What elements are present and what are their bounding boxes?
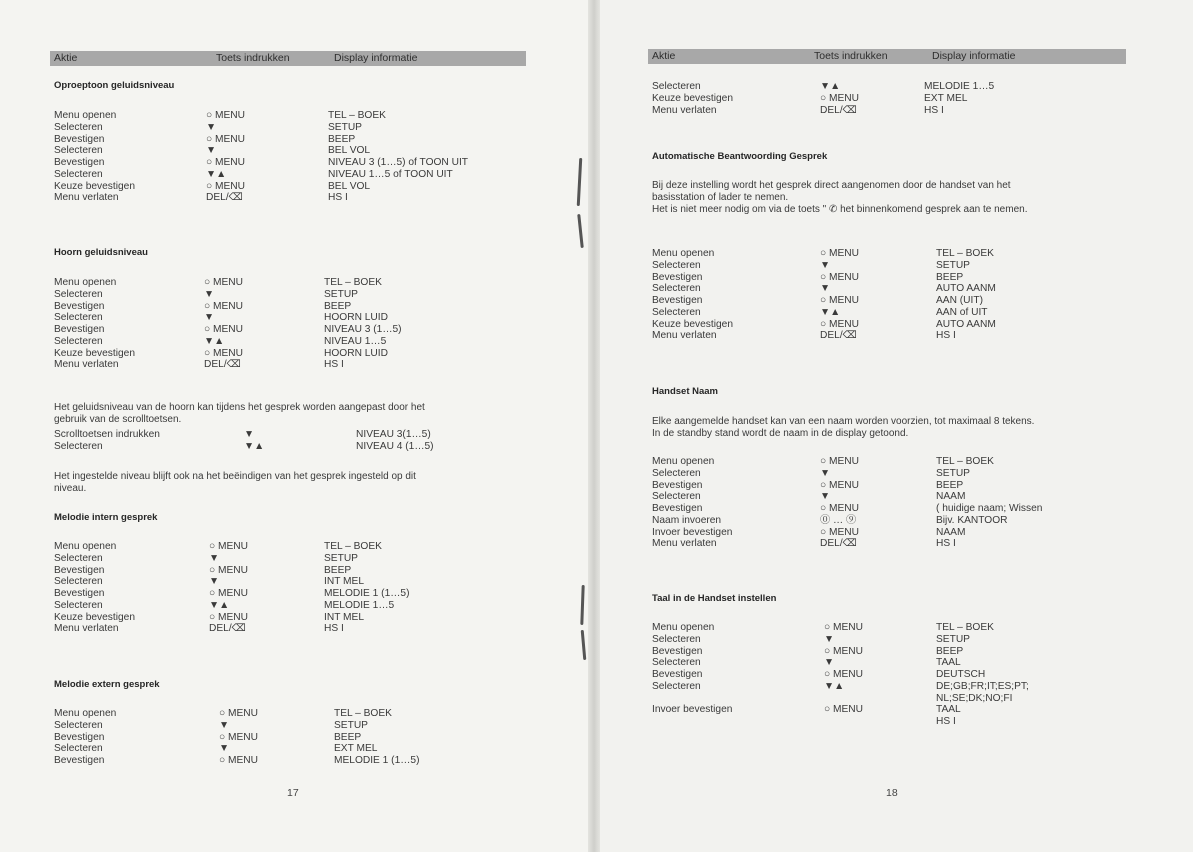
action-cell: Bevestigen bbox=[54, 731, 105, 743]
display-cell: HS I bbox=[328, 192, 348, 204]
key-cell: ▼ bbox=[820, 283, 831, 295]
action-cell: Selecteren bbox=[652, 633, 701, 645]
display-cell: AAN of UIT bbox=[936, 306, 988, 318]
display-cell: TEL – BOEK bbox=[324, 277, 382, 288]
table-header-right bbox=[648, 49, 1126, 64]
display-cell: TEL – BOEK bbox=[936, 622, 994, 633]
display-cell: MELODIE 1 (1…5) bbox=[334, 755, 420, 766]
display-cell: BEEP bbox=[936, 479, 964, 491]
action-cell: Menu openen bbox=[54, 541, 117, 552]
action-cell: Selecteren bbox=[652, 259, 701, 271]
key-cell: DEL/⌫ bbox=[204, 359, 242, 371]
key-cell: ▼ bbox=[209, 576, 220, 588]
section-title: Oproeptoon geluidsniveau bbox=[54, 80, 175, 91]
display-cell: SETUP bbox=[324, 288, 358, 300]
action-cell: Menu verlaten bbox=[54, 623, 119, 635]
action-cell: Menu verlaten bbox=[652, 330, 717, 342]
display-cell: BEEP bbox=[334, 731, 362, 743]
key-cell: ○ MENU bbox=[820, 271, 859, 283]
action-cell: Menu verlaten bbox=[652, 104, 717, 116]
key-cell: ○ MENU bbox=[219, 731, 258, 743]
display-cell: TEL – BOEK bbox=[334, 708, 392, 719]
action-cell: Selecteren bbox=[652, 680, 701, 692]
action-cell: Bevestigen bbox=[54, 300, 105, 312]
action-cell: Selecteren bbox=[54, 576, 103, 588]
key-cell: ▼▲ bbox=[206, 168, 227, 180]
action-cell: Bevestigen bbox=[652, 669, 703, 680]
action-cell: Selecteren bbox=[54, 743, 103, 755]
key-cell: ○ MENU bbox=[820, 92, 859, 104]
action-cell: Bevestigen bbox=[54, 564, 105, 576]
action-cell: Invoer bevestigen bbox=[652, 704, 733, 716]
display-cell: NAAM bbox=[936, 526, 966, 538]
paragraph: Het ingestelde niveau blijft ook na het beëindigen van het gesprek ingesteld op dit niveau. bbox=[54, 471, 416, 494]
display-cell: HOORN LUID bbox=[324, 347, 388, 359]
key-cell: ○ MENU bbox=[820, 479, 859, 491]
display-cell: HS I bbox=[936, 330, 956, 342]
paragraph: Bij deze instelling wordt het gesprek direct aangenomen door de handset van het basisstation of lader te nemen. Het is niet meer nodig om via de toets " ✆ het binnenkomend gesprek aan te nemen. bbox=[652, 180, 1028, 215]
key-cell: DEL/⌫ bbox=[820, 330, 858, 342]
action-cell: Selecteren bbox=[652, 81, 701, 92]
key-cell: ▼▲ bbox=[820, 81, 841, 92]
key-cell: ○ MENU bbox=[206, 133, 245, 145]
display-cell: HS I bbox=[324, 623, 344, 635]
display-cell: INT MEL bbox=[324, 611, 365, 623]
display-cell: TEL – BOEK bbox=[328, 110, 386, 121]
action-cell: Selecteren bbox=[54, 599, 103, 611]
key-cell: DEL/⌫ bbox=[209, 623, 247, 635]
display-cell: Bijv. KANTOOR bbox=[936, 514, 1008, 526]
action-cell: Scrolltoetsen indrukken bbox=[54, 429, 160, 440]
action-cell: Bevestigen bbox=[54, 588, 105, 599]
action-cell: Selecteren bbox=[54, 121, 103, 133]
action-cell: Bevestigen bbox=[54, 755, 105, 766]
key-cell: ○ MENU bbox=[204, 324, 243, 335]
section-title: Melodie extern gesprek bbox=[54, 679, 160, 690]
section-title: Hoorn geluidsniveau bbox=[54, 247, 148, 258]
action-cell: Menu verlaten bbox=[54, 192, 119, 204]
key-cell: DEL/⌫ bbox=[820, 538, 858, 550]
action-cell: Selecteren bbox=[652, 657, 701, 669]
key-cell: ○ MENU bbox=[219, 755, 258, 766]
key-cell: ○ MENU bbox=[820, 295, 859, 306]
section-title: Handset Naam bbox=[652, 386, 718, 397]
action-cell: Menu openen bbox=[54, 277, 117, 288]
key-cell: ▼ bbox=[204, 312, 215, 324]
action-cell: Keuze bevestigen bbox=[54, 347, 135, 359]
action-cell: Bevestigen bbox=[652, 295, 703, 306]
key-cell: ○ MENU bbox=[824, 669, 863, 680]
display-cell: SETUP bbox=[936, 467, 970, 479]
display-cell: HS I bbox=[936, 716, 956, 727]
action-cell: Selecteren bbox=[54, 335, 103, 347]
key-cell: DEL/⌫ bbox=[820, 104, 858, 116]
display-cell: SETUP bbox=[324, 552, 358, 564]
display-cell: NIVEAU 1…5 bbox=[324, 335, 387, 347]
key-cell: ○ MENU bbox=[209, 611, 248, 623]
key-cell: ▼ bbox=[820, 467, 831, 479]
action-cell: Bevestigen bbox=[652, 271, 703, 283]
action-cell: Bevestigen bbox=[652, 645, 703, 657]
key-cell: ▼ bbox=[820, 259, 831, 271]
key-cell: ○ MENU bbox=[820, 503, 859, 514]
header-key: Toets indrukken bbox=[216, 52, 290, 64]
key-cell: ○ MENU bbox=[820, 248, 859, 259]
display-cell: BEL VOL bbox=[328, 180, 371, 192]
display-cell: BEEP bbox=[936, 645, 964, 657]
display-cell: DE;GB;FR;IT;ES;PT; bbox=[936, 680, 1029, 692]
action-cell: Keuze bevestigen bbox=[652, 92, 733, 104]
action-cell: Bevestigen bbox=[54, 157, 105, 168]
action-cell: Selecteren bbox=[652, 306, 701, 318]
action-cell: Selecteren bbox=[652, 491, 701, 503]
key-cell: ▼ bbox=[824, 657, 835, 669]
display-cell: EXT MEL bbox=[334, 743, 378, 755]
display-cell: NL;SE;DK;NO;FI bbox=[936, 692, 1013, 704]
key-cell: ○ MENU bbox=[820, 456, 859, 467]
display-cell: HOORN LUID bbox=[324, 312, 388, 324]
header-display: Display informatie bbox=[932, 50, 1016, 62]
action-cell: Selecteren bbox=[54, 288, 103, 300]
display-cell: INT MEL bbox=[324, 576, 365, 588]
display-cell: BEEP bbox=[328, 133, 356, 145]
key-cell: ○ MENU bbox=[820, 318, 859, 330]
display-cell: BEEP bbox=[936, 271, 964, 283]
display-cell: SETUP bbox=[936, 633, 970, 645]
key-cell: ○ MENU bbox=[824, 645, 863, 657]
key-cell: ▼▲ bbox=[204, 335, 225, 347]
action-cell: Menu verlaten bbox=[54, 359, 119, 371]
section-title: Automatische Beantwoording Gesprek bbox=[652, 151, 828, 162]
action-cell: Bevestigen bbox=[652, 503, 703, 514]
table-header-left bbox=[50, 51, 526, 66]
key-cell: ▼ bbox=[820, 491, 831, 503]
key-cell: ▼▲ bbox=[824, 680, 845, 692]
action-cell: Menu openen bbox=[54, 708, 117, 719]
action-cell: Bevestigen bbox=[54, 324, 105, 335]
paragraph: Elke aangemelde handset kan van een naam worden voorzien, tot maximaal 8 tekens. In de standby stand wordt de naam in de display getoond. bbox=[652, 416, 1035, 439]
display-cell: NIVEAU 3 (1…5) bbox=[324, 324, 402, 335]
key-cell: ⓪ … ⑨ bbox=[820, 514, 857, 526]
header-action: Aktie bbox=[652, 50, 676, 62]
action-cell: Bevestigen bbox=[652, 479, 703, 491]
action-cell: Selecteren bbox=[652, 467, 701, 479]
key-cell: ▼ bbox=[219, 743, 230, 755]
display-cell: MELODIE 1…5 bbox=[324, 599, 395, 611]
display-cell: NIVEAU 3 (1…5) of TOON UIT bbox=[328, 157, 469, 168]
display-cell: MELODIE 1 (1…5) bbox=[324, 588, 410, 599]
key-cell: ▼▲ bbox=[244, 440, 265, 452]
book-spine bbox=[588, 0, 600, 852]
key-cell: ▼▲ bbox=[820, 306, 841, 318]
header-action: Aktie bbox=[54, 52, 78, 64]
action-cell: Invoer bevestigen bbox=[652, 526, 733, 538]
display-cell: NIVEAU 4 (1…5) bbox=[356, 440, 434, 452]
action-cell: Selecteren bbox=[54, 719, 103, 731]
display-cell: NAAM bbox=[936, 491, 966, 503]
display-cell: NIVEAU 3(1…5) bbox=[356, 429, 431, 440]
key-cell: ○ MENU bbox=[824, 704, 863, 716]
display-cell: SETUP bbox=[334, 719, 368, 731]
action-cell: Menu openen bbox=[652, 248, 715, 259]
key-cell: ○ MENU bbox=[209, 564, 248, 576]
display-cell: AUTO AANM bbox=[936, 318, 996, 330]
display-cell: SETUP bbox=[328, 121, 362, 133]
display-cell: EXT MEL bbox=[924, 92, 968, 104]
action-cell: Naam invoeren bbox=[652, 514, 722, 526]
key-cell: ▼ bbox=[206, 121, 217, 133]
display-cell: AUTO AANM bbox=[936, 283, 996, 295]
key-cell: ▼▲ bbox=[209, 599, 230, 611]
display-cell: HS I bbox=[924, 104, 944, 116]
display-cell: BEL VOL bbox=[328, 145, 371, 157]
action-cell: Menu openen bbox=[54, 110, 117, 121]
key-cell: ▼ bbox=[244, 429, 255, 440]
section-title: Melodie intern gesprek bbox=[54, 512, 158, 523]
action-cell: Selecteren bbox=[54, 145, 103, 157]
key-cell: ○ MENU bbox=[204, 277, 243, 288]
display-cell: ( huidige naam; Wissen bbox=[936, 503, 1043, 514]
display-cell: AAN (UIT) bbox=[936, 295, 983, 306]
action-cell: Selecteren bbox=[54, 168, 103, 180]
key-cell: ○ MENU bbox=[206, 110, 245, 121]
display-cell: TAAL bbox=[936, 704, 961, 716]
page-number: 18 bbox=[886, 787, 898, 799]
header-key: Toets indrukken bbox=[814, 50, 888, 62]
action-cell: Menu verlaten bbox=[652, 538, 717, 550]
display-cell: BEEP bbox=[324, 300, 352, 312]
action-cell: Selecteren bbox=[54, 552, 103, 564]
action-cell: Menu openen bbox=[652, 456, 715, 467]
page-number: 17 bbox=[287, 787, 299, 799]
display-cell: BEEP bbox=[324, 564, 352, 576]
action-cell: Selecteren bbox=[652, 283, 701, 295]
key-cell: ○ MENU bbox=[219, 708, 258, 719]
key-cell: ▼ bbox=[824, 633, 835, 645]
action-cell: Selecteren bbox=[54, 312, 103, 324]
paragraph: Het geluidsniveau van de hoorn kan tijdens het gesprek worden aangepast door het gebruik van de scrolltoetsen. bbox=[54, 402, 425, 425]
key-cell: ▼ bbox=[219, 719, 230, 731]
key-cell: ▼ bbox=[206, 145, 217, 157]
display-cell: DEUTSCH bbox=[936, 669, 986, 680]
display-cell: TEL – BOEK bbox=[936, 456, 994, 467]
header-display: Display informatie bbox=[334, 52, 418, 64]
key-cell: ○ MENU bbox=[206, 180, 245, 192]
key-cell: DEL/⌫ bbox=[206, 192, 244, 204]
action-cell: Keuze bevestigen bbox=[54, 180, 135, 192]
action-cell: Keuze bevestigen bbox=[652, 318, 733, 330]
action-cell: Keuze bevestigen bbox=[54, 611, 135, 623]
key-cell: ○ MENU bbox=[204, 300, 243, 312]
display-cell: TAAL bbox=[936, 657, 961, 669]
display-cell: TEL – BOEK bbox=[936, 248, 994, 259]
action-cell: Menu openen bbox=[652, 622, 715, 633]
display-cell: HS I bbox=[324, 359, 344, 371]
key-cell: ○ MENU bbox=[820, 526, 859, 538]
key-cell: ○ MENU bbox=[209, 588, 248, 599]
key-cell: ○ MENU bbox=[824, 622, 863, 633]
section-title: Taal in de Handset instellen bbox=[652, 593, 777, 604]
key-cell: ○ MENU bbox=[206, 157, 245, 168]
action-cell: Bevestigen bbox=[54, 133, 105, 145]
display-cell: TEL – BOEK bbox=[324, 541, 382, 552]
display-cell: HS I bbox=[936, 538, 956, 550]
display-cell: NIVEAU 1…5 of TOON UIT bbox=[328, 168, 453, 180]
key-cell: ○ MENU bbox=[204, 347, 243, 359]
key-cell: ▼ bbox=[204, 288, 215, 300]
action-cell: Selecteren bbox=[54, 440, 103, 452]
key-cell: ▼ bbox=[209, 552, 220, 564]
key-cell: ○ MENU bbox=[209, 541, 248, 552]
display-cell: MELODIE 1…5 bbox=[924, 81, 995, 92]
display-cell: SETUP bbox=[936, 259, 970, 271]
